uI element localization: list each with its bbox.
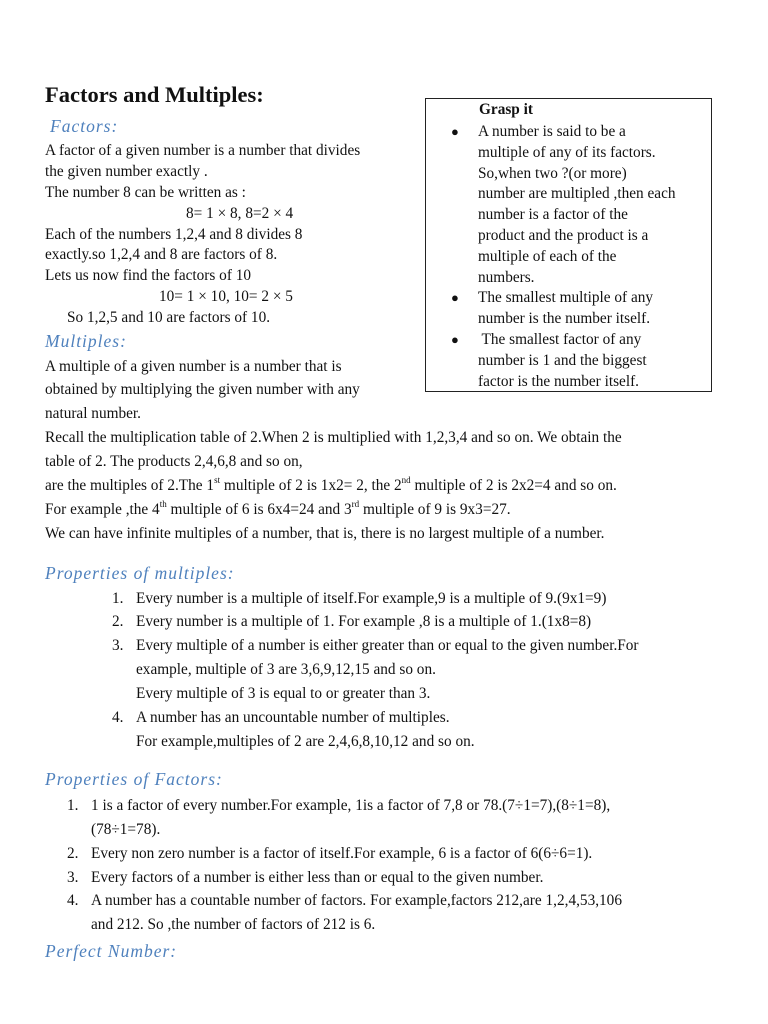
list-number: 2. xyxy=(67,845,79,862)
grasp-line: number is a factor of the xyxy=(478,206,628,224)
text-part: are the multiples of 2.The 1 xyxy=(45,477,215,494)
ordinal-suffix: rd xyxy=(351,499,360,509)
list-item-text: Every non zero number is a factor of itself.For example, 6 is a factor of 6(6÷6=1). xyxy=(91,845,593,862)
grasp-line: multiple of any of its factors. xyxy=(478,143,656,161)
factors-equation: 8= 1 × 8, 8=2 × 4 xyxy=(186,205,294,222)
list-item-text: Every multiple of a number is either greater than or equal to the given number.For xyxy=(136,637,639,654)
grasp-line: numbers. xyxy=(478,268,535,286)
grasp-line: multiple of each of the xyxy=(478,247,617,265)
multiples-text-line: natural number. xyxy=(45,405,142,422)
list-item-text: 1 is a factor of every number.For example, 1is a factor of 7,8 or 78.(7÷1=7),(8÷1=8), xyxy=(91,797,611,814)
list-item-text: (78÷1=78). xyxy=(91,821,161,838)
ordinal-suffix: nd xyxy=(401,475,411,485)
bullet-icon: ● xyxy=(451,124,459,139)
multiples-text-line: A multiple of a given number is a number that is xyxy=(45,358,342,375)
text-part: multiple of 2 is 1x2= 2, the 2 xyxy=(220,477,402,494)
page-title: Factors and Multiples: xyxy=(45,82,264,107)
multiples-text-line: Recall the multiplication table of 2.When 2 is multiplied with 1,2,3,4 and so on. We obtain the xyxy=(45,429,622,446)
text-part: For example ,the 4 xyxy=(45,501,160,518)
factors-heading: Factors: xyxy=(50,116,119,136)
factors-equation: 10= 1 × 10, 10= 2 × 5 xyxy=(159,288,293,305)
list-number: 1. xyxy=(112,590,124,607)
bullet-icon: ● xyxy=(451,290,459,306)
list-item-text: For example,multiples of 2 are 2,4,6,8,10,12 and so on. xyxy=(136,733,475,750)
grasp-line: product and the product is a xyxy=(478,226,649,244)
multiples-text-line xyxy=(45,501,511,519)
multiples-text-line: table of 2. The products 2,4,6,8 and so on, xyxy=(45,453,303,470)
grasp-line: number is 1 and the biggest xyxy=(478,351,647,369)
multiples-text-line xyxy=(45,477,617,495)
multiples-text-line: obtained by multiplying the given number with any xyxy=(45,381,360,398)
multiples-heading: Multiples: xyxy=(45,331,127,351)
perfect-number-heading: Perfect Number: xyxy=(45,941,178,961)
grasp-it-list xyxy=(426,122,676,392)
factors-text-line: A factor of a given number is a number that divides xyxy=(45,142,361,159)
grasp-line: A number is said to be a xyxy=(478,123,626,140)
factors-text-line: The number 8 can be written as : xyxy=(45,184,246,201)
list-number: 4. xyxy=(67,892,79,909)
grasp-it-title: Grasp it xyxy=(479,101,533,118)
list-item-text: Every number is a multiple of 1. For example ,8 is a multiple of 1.(1x8=8) xyxy=(136,613,592,630)
list-item-text: Every number is a multiple of itself.For example,9 is a multiple of 9.(9x1=9) xyxy=(136,590,607,607)
text-part: multiple of 2 is 2x2=4 and so on. xyxy=(410,477,617,494)
list-number: 1. xyxy=(67,797,79,814)
grasp-item xyxy=(426,330,676,392)
list-number: 3. xyxy=(112,637,124,654)
list-number: 3. xyxy=(67,869,79,886)
list-number: 2. xyxy=(112,613,124,630)
grasp-line: So,when two ?(or more) xyxy=(478,164,627,182)
factors-text-line: Each of the numbers 1,2,4 and 8 divides 8 xyxy=(45,226,303,243)
grasp-item xyxy=(426,122,676,288)
ordinal-suffix: th xyxy=(159,499,167,509)
text-part: multiple of 9 is 9x3=27. xyxy=(359,501,511,518)
grasp-item xyxy=(426,288,676,330)
bullet-icon: ● xyxy=(451,331,459,347)
factors-text-line: So 1,2,5 and 10 are factors of 10. xyxy=(67,309,271,326)
grasp-line: number are multipled ,then each xyxy=(478,185,676,203)
list-item-text: and 212. So ,the number of factors of 212 is 6. xyxy=(91,916,376,933)
grasp-it-box xyxy=(425,98,712,392)
list-item-text: Every factors of a number is either less than or equal to the given number. xyxy=(91,869,544,886)
list-item-text: A number has an uncountable number of multiples. xyxy=(136,709,450,726)
factors-text-line: Lets us now find the factors of 10 xyxy=(45,267,252,284)
factors-text-line: exactly.so 1,2,4 and 8 are factors of 8. xyxy=(45,246,278,263)
properties-multiples-heading: Properties of multiples: xyxy=(45,563,235,583)
list-item-text: example, multiple of 3 are 3,6,9,12,15 and so on. xyxy=(136,661,436,678)
grasp-line: number is the number itself. xyxy=(478,310,651,328)
factors-text-line: the given number exactly . xyxy=(45,163,208,180)
list-item-text: A number has a countable number of factors. For example,factors 212,are 1,2,4,53,106 xyxy=(91,892,622,909)
grasp-line: The smallest multiple of any xyxy=(478,289,654,307)
properties-factors-heading: Properties of Factors: xyxy=(45,769,223,789)
list-item-text: Every multiple of 3 is equal to or greater than 3. xyxy=(136,685,431,702)
list-number: 4. xyxy=(112,709,124,726)
grasp-line: factor is the number itself. xyxy=(478,372,639,390)
multiples-text-line: We can have infinite multiples of a number, that is, there is no largest multiple of a number. xyxy=(45,525,605,542)
grasp-line: The smallest factor of any xyxy=(478,330,642,348)
ordinal-suffix: st xyxy=(214,475,221,485)
text-part: multiple of 6 is 6x4=24 and 3 xyxy=(166,501,352,518)
